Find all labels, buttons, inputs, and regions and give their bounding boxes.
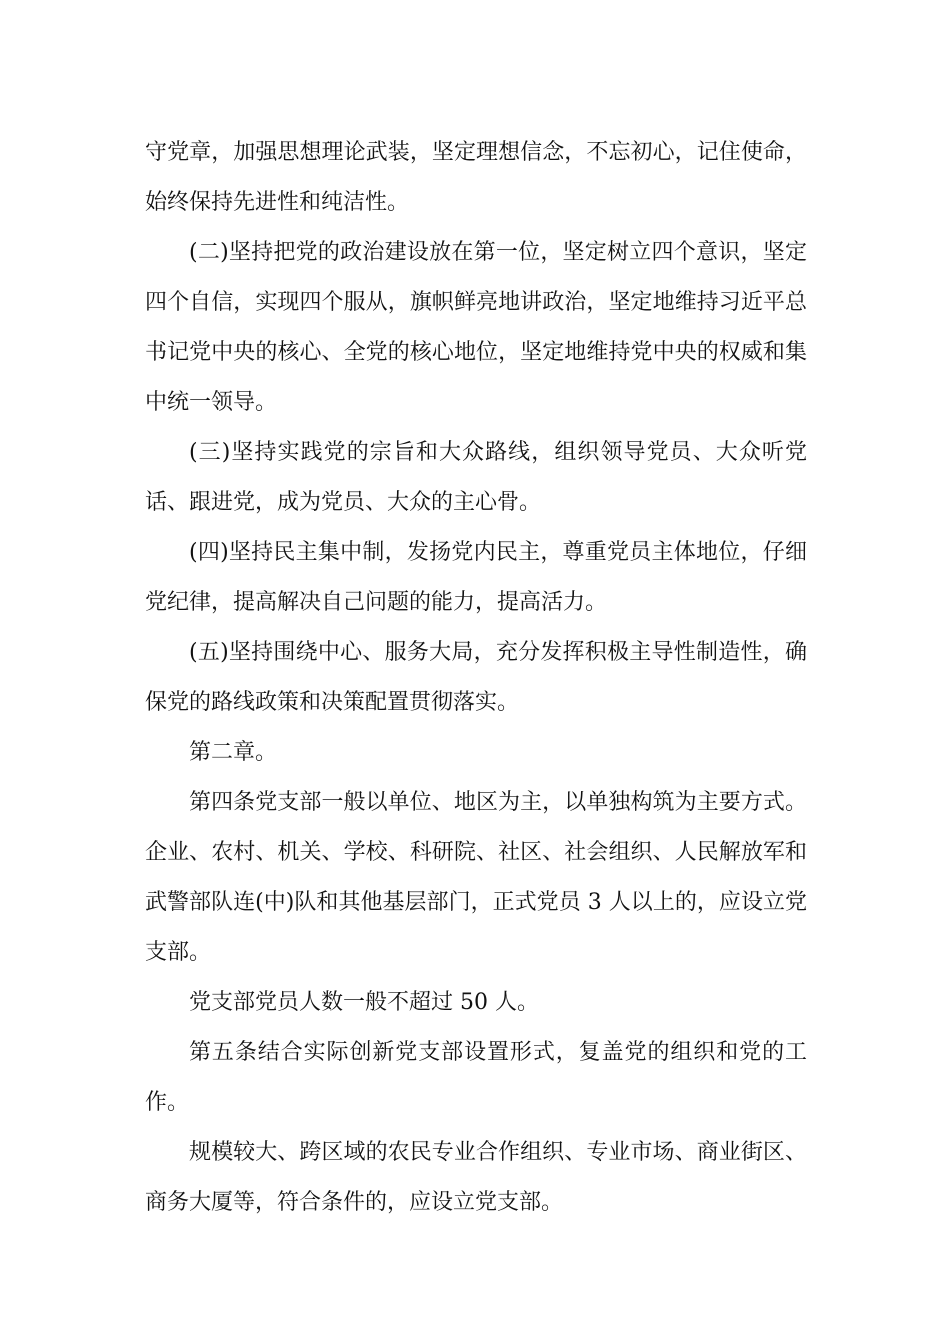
paragraph-4: (四)坚持民主集中制，发扬党内民主，尊重党员主体地位，仔细党纪律，提高解决自己问题的能力，提高活力。	[145, 540, 807, 615]
paragraph-article-5: 第五条结合实际创新党支部设置形式，复盖党的组织和党的工作。	[145, 1040, 807, 1115]
document-body	[145, 128, 807, 1228]
chapter-heading: 第二章。	[189, 740, 278, 765]
paragraph-member-limit: 党支部党员人数一般不超过 50 人。	[189, 990, 539, 1015]
paragraph-5: (五)坚持围绕中心、服务大局，充分发挥积极主导性制造性，确保党的路线政策和决策配置贯彻落实。	[145, 640, 807, 715]
paragraph-3: (三)坚持实践党的宗旨和大众路线，组织领导党员、大众听党话、跟进党，成为党员、大众的主心骨。	[145, 440, 807, 515]
paragraph-1: 守党章，加强思想理论武装，坚定理想信念，不忘初心，记住使命，始终保持先进性和纯洁性。	[145, 140, 807, 215]
paragraph-large-organizations: 规模较大、跨区域的农民专业合作组织、专业市场、商业街区、商务大厦等，符合条件的，应设立党支部。	[145, 1140, 807, 1215]
paragraph-2: (二)坚持把党的政治建设放在第一位，坚定树立四个意识，坚定四个自信，实现四个服从，旗帜鲜亮地讲政治，坚定地维持习近平总书记党中央的核心、全党的核心地位，坚定地维持党中央的权威和集中统一领导。	[145, 240, 807, 415]
paragraph-article-4: 第四条党支部一般以单位、地区为主，以单独构筑为主要方式。企业、农村、机关、学校、科研院、社区、社会组织、人民解放军和武警部队连(中)队和其他基层部门，正式党员 3 人以上的，应设立党支部。	[145, 790, 807, 965]
